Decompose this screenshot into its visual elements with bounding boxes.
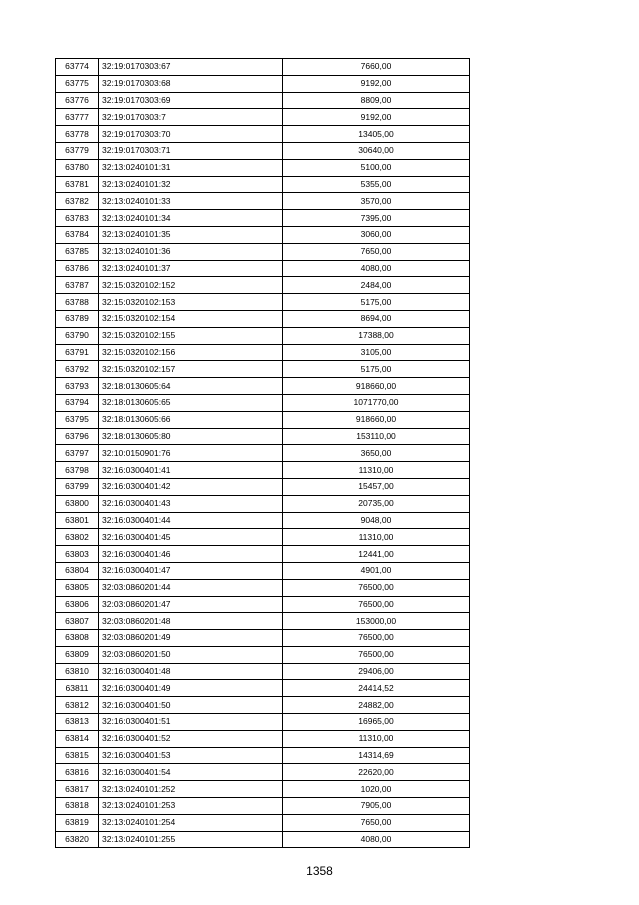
table-row bbox=[56, 361, 470, 378]
row-number: 63792 bbox=[56, 361, 99, 378]
table-row bbox=[56, 428, 470, 445]
cadastral-number: 32:16:0300401:47 bbox=[99, 562, 283, 579]
cadastral-number: 32:13:0240101:36 bbox=[99, 243, 283, 260]
row-number: 63816 bbox=[56, 764, 99, 781]
row-number: 63817 bbox=[56, 781, 99, 798]
cadastral-number: 32:16:0300401:51 bbox=[99, 714, 283, 731]
value-cell: 3105,00 bbox=[283, 344, 470, 361]
value-cell: 1020,00 bbox=[283, 781, 470, 798]
table-row bbox=[56, 445, 470, 462]
row-number: 63790 bbox=[56, 327, 99, 344]
cadastral-number: 32:13:0240101:37 bbox=[99, 260, 283, 277]
table-row bbox=[56, 260, 470, 277]
value-cell: 8809,00 bbox=[283, 92, 470, 109]
table-row bbox=[56, 142, 470, 159]
table-row bbox=[56, 663, 470, 680]
table-row bbox=[56, 562, 470, 579]
value-cell: 16965,00 bbox=[283, 714, 470, 731]
row-number: 63793 bbox=[56, 378, 99, 395]
table-row bbox=[56, 277, 470, 294]
row-number: 63780 bbox=[56, 159, 99, 176]
table-row bbox=[56, 764, 470, 781]
value-cell: 11310,00 bbox=[283, 730, 470, 747]
value-cell: 1071770,00 bbox=[283, 394, 470, 411]
row-number: 63814 bbox=[56, 730, 99, 747]
table-row bbox=[56, 75, 470, 92]
row-number: 63802 bbox=[56, 529, 99, 546]
value-cell: 11310,00 bbox=[283, 529, 470, 546]
table-row bbox=[56, 344, 470, 361]
row-number: 63795 bbox=[56, 411, 99, 428]
row-number: 63781 bbox=[56, 176, 99, 193]
cadastral-number: 32:13:0240101:35 bbox=[99, 226, 283, 243]
row-number: 63809 bbox=[56, 646, 99, 663]
table-row bbox=[56, 378, 470, 395]
value-cell: 76500,00 bbox=[283, 579, 470, 596]
cadastral-number: 32:16:0300401:54 bbox=[99, 764, 283, 781]
cadastral-number: 32:13:0240101:34 bbox=[99, 210, 283, 227]
value-cell: 918660,00 bbox=[283, 378, 470, 395]
table-row bbox=[56, 512, 470, 529]
cadastral-number: 32:19:0170303:69 bbox=[99, 92, 283, 109]
cadastral-number: 32:19:0170303:71 bbox=[99, 142, 283, 159]
value-cell: 918660,00 bbox=[283, 411, 470, 428]
table-row bbox=[56, 193, 470, 210]
cadastral-number: 32:16:0300401:43 bbox=[99, 495, 283, 512]
row-number: 63818 bbox=[56, 798, 99, 815]
table-row bbox=[56, 243, 470, 260]
value-cell: 12441,00 bbox=[283, 546, 470, 563]
table-row bbox=[56, 92, 470, 109]
value-cell: 2484,00 bbox=[283, 277, 470, 294]
row-number: 63806 bbox=[56, 596, 99, 613]
row-number: 63807 bbox=[56, 613, 99, 630]
cadastral-number: 32:03:0860201:47 bbox=[99, 596, 283, 613]
table-row bbox=[56, 596, 470, 613]
row-number: 63778 bbox=[56, 126, 99, 143]
value-cell: 5175,00 bbox=[283, 294, 470, 311]
row-number: 63783 bbox=[56, 210, 99, 227]
value-cell: 9048,00 bbox=[283, 512, 470, 529]
cadastral-number: 32:15:0320102:153 bbox=[99, 294, 283, 311]
cadastral-number: 32:03:0860201:50 bbox=[99, 646, 283, 663]
value-cell: 7395,00 bbox=[283, 210, 470, 227]
cadastral-number: 32:19:0170303:7 bbox=[99, 109, 283, 126]
table-row bbox=[56, 630, 470, 647]
cadastral-number: 32:18:0130605:65 bbox=[99, 394, 283, 411]
value-cell: 14314,69 bbox=[283, 747, 470, 764]
cadastral-number: 32:03:0860201:49 bbox=[99, 630, 283, 647]
value-cell: 30640,00 bbox=[283, 142, 470, 159]
row-number: 63799 bbox=[56, 478, 99, 495]
value-cell: 4901,00 bbox=[283, 562, 470, 579]
cadastral-number: 32:13:0240101:255 bbox=[99, 831, 283, 848]
row-number: 63789 bbox=[56, 310, 99, 327]
row-number: 63810 bbox=[56, 663, 99, 680]
cadastral-number: 32:15:0320102:152 bbox=[99, 277, 283, 294]
value-cell: 153000,00 bbox=[283, 613, 470, 630]
row-number: 63787 bbox=[56, 277, 99, 294]
value-cell: 76500,00 bbox=[283, 596, 470, 613]
table-row bbox=[56, 798, 470, 815]
table-row bbox=[56, 126, 470, 143]
table-row bbox=[56, 159, 470, 176]
cadastral-number: 32:15:0320102:155 bbox=[99, 327, 283, 344]
cadastral-number: 32:13:0240101:254 bbox=[99, 814, 283, 831]
row-number: 63786 bbox=[56, 260, 99, 277]
cadastral-number: 32:19:0170303:68 bbox=[99, 75, 283, 92]
row-number: 63808 bbox=[56, 630, 99, 647]
table-row bbox=[56, 680, 470, 697]
cadastral-number: 32:18:0130605:80 bbox=[99, 428, 283, 445]
value-cell: 3570,00 bbox=[283, 193, 470, 210]
cadastral-number: 32:16:0300401:50 bbox=[99, 697, 283, 714]
value-cell: 76500,00 bbox=[283, 646, 470, 663]
row-number: 63774 bbox=[56, 59, 99, 76]
value-cell: 13405,00 bbox=[283, 126, 470, 143]
table-row bbox=[56, 478, 470, 495]
cadastral-number: 32:19:0170303:67 bbox=[99, 59, 283, 76]
cadastral-number: 32:16:0300401:53 bbox=[99, 747, 283, 764]
row-number: 63797 bbox=[56, 445, 99, 462]
value-cell: 17388,00 bbox=[283, 327, 470, 344]
cadastral-number: 32:18:0130605:66 bbox=[99, 411, 283, 428]
table-row bbox=[56, 613, 470, 630]
table-row bbox=[56, 747, 470, 764]
row-number: 63813 bbox=[56, 714, 99, 731]
value-cell: 9192,00 bbox=[283, 109, 470, 126]
table-row bbox=[56, 327, 470, 344]
row-number: 63794 bbox=[56, 394, 99, 411]
table-row bbox=[56, 697, 470, 714]
table-row bbox=[56, 831, 470, 848]
table-row bbox=[56, 59, 470, 76]
row-number: 63815 bbox=[56, 747, 99, 764]
cadastral-number: 32:18:0130605:64 bbox=[99, 378, 283, 395]
row-number: 63784 bbox=[56, 226, 99, 243]
value-cell: 20735,00 bbox=[283, 495, 470, 512]
table-row bbox=[56, 462, 470, 479]
cadastral-number: 32:13:0240101:253 bbox=[99, 798, 283, 815]
row-number: 63788 bbox=[56, 294, 99, 311]
value-cell: 8694,00 bbox=[283, 310, 470, 327]
row-number: 63801 bbox=[56, 512, 99, 529]
value-cell: 5175,00 bbox=[283, 361, 470, 378]
value-cell: 29406,00 bbox=[283, 663, 470, 680]
row-number: 63812 bbox=[56, 697, 99, 714]
cadastral-number: 32:13:0240101:32 bbox=[99, 176, 283, 193]
page-number: 1358 bbox=[306, 864, 333, 878]
row-number: 63804 bbox=[56, 562, 99, 579]
row-number: 63798 bbox=[56, 462, 99, 479]
value-cell: 4080,00 bbox=[283, 260, 470, 277]
row-number: 63800 bbox=[56, 495, 99, 512]
value-cell: 7650,00 bbox=[283, 243, 470, 260]
value-cell: 9192,00 bbox=[283, 75, 470, 92]
table-row bbox=[56, 310, 470, 327]
value-cell: 22620,00 bbox=[283, 764, 470, 781]
row-number: 63820 bbox=[56, 831, 99, 848]
cadastral-number: 32:16:0300401:49 bbox=[99, 680, 283, 697]
row-number: 63819 bbox=[56, 814, 99, 831]
cadastral-number: 32:16:0300401:44 bbox=[99, 512, 283, 529]
table-row bbox=[56, 781, 470, 798]
table-row bbox=[56, 495, 470, 512]
value-cell: 5355,00 bbox=[283, 176, 470, 193]
table-row bbox=[56, 411, 470, 428]
value-cell: 7650,00 bbox=[283, 814, 470, 831]
table-row bbox=[56, 176, 470, 193]
cadastral-number: 32:13:0240101:31 bbox=[99, 159, 283, 176]
cadastral-number: 32:13:0240101:252 bbox=[99, 781, 283, 798]
row-number: 63811 bbox=[56, 680, 99, 697]
cadastral-number: 32:16:0300401:42 bbox=[99, 478, 283, 495]
table-row bbox=[56, 394, 470, 411]
value-cell: 3650,00 bbox=[283, 445, 470, 462]
cadastral-number: 32:03:0860201:48 bbox=[99, 613, 283, 630]
table-row bbox=[56, 210, 470, 227]
value-cell: 15457,00 bbox=[283, 478, 470, 495]
cadastral-number: 32:15:0320102:156 bbox=[99, 344, 283, 361]
cadastral-number: 32:16:0300401:52 bbox=[99, 730, 283, 747]
row-number: 63791 bbox=[56, 344, 99, 361]
table-row bbox=[56, 730, 470, 747]
value-cell: 24882,00 bbox=[283, 697, 470, 714]
row-number: 63775 bbox=[56, 75, 99, 92]
cadastral-number: 32:03:0860201:44 bbox=[99, 579, 283, 596]
table-row bbox=[56, 814, 470, 831]
value-cell: 24414,52 bbox=[283, 680, 470, 697]
table-row bbox=[56, 546, 470, 563]
row-number: 63805 bbox=[56, 579, 99, 596]
value-cell: 76500,00 bbox=[283, 630, 470, 647]
cadastral-number: 32:15:0320102:154 bbox=[99, 310, 283, 327]
row-number: 63803 bbox=[56, 546, 99, 563]
table-body bbox=[56, 59, 470, 848]
value-cell: 5100,00 bbox=[283, 159, 470, 176]
row-number: 63796 bbox=[56, 428, 99, 445]
cadastral-number: 32:16:0300401:46 bbox=[99, 546, 283, 563]
table-row bbox=[56, 294, 470, 311]
value-cell: 7660,00 bbox=[283, 59, 470, 76]
cadastral-number: 32:13:0240101:33 bbox=[99, 193, 283, 210]
value-cell: 7905,00 bbox=[283, 798, 470, 815]
value-cell: 153110,00 bbox=[283, 428, 470, 445]
table-row bbox=[56, 646, 470, 663]
cadastral-number: 32:16:0300401:48 bbox=[99, 663, 283, 680]
row-number: 63777 bbox=[56, 109, 99, 126]
table-row bbox=[56, 579, 470, 596]
row-number: 63785 bbox=[56, 243, 99, 260]
value-cell: 3060,00 bbox=[283, 226, 470, 243]
row-number: 63776 bbox=[56, 92, 99, 109]
cadastral-number: 32:16:0300401:41 bbox=[99, 462, 283, 479]
cadastral-number: 32:16:0300401:45 bbox=[99, 529, 283, 546]
table-row bbox=[56, 529, 470, 546]
table-row bbox=[56, 226, 470, 243]
value-cell: 11310,00 bbox=[283, 462, 470, 479]
table-row bbox=[56, 109, 470, 126]
cadastral-number: 32:10:0150901:76 bbox=[99, 445, 283, 462]
cadastral-number: 32:19:0170303:70 bbox=[99, 126, 283, 143]
cadastral-number: 32:15:0320102:157 bbox=[99, 361, 283, 378]
row-number: 63779 bbox=[56, 142, 99, 159]
cadastral-table bbox=[55, 58, 470, 848]
table-row bbox=[56, 714, 470, 731]
value-cell: 4080,00 bbox=[283, 831, 470, 848]
row-number: 63782 bbox=[56, 193, 99, 210]
